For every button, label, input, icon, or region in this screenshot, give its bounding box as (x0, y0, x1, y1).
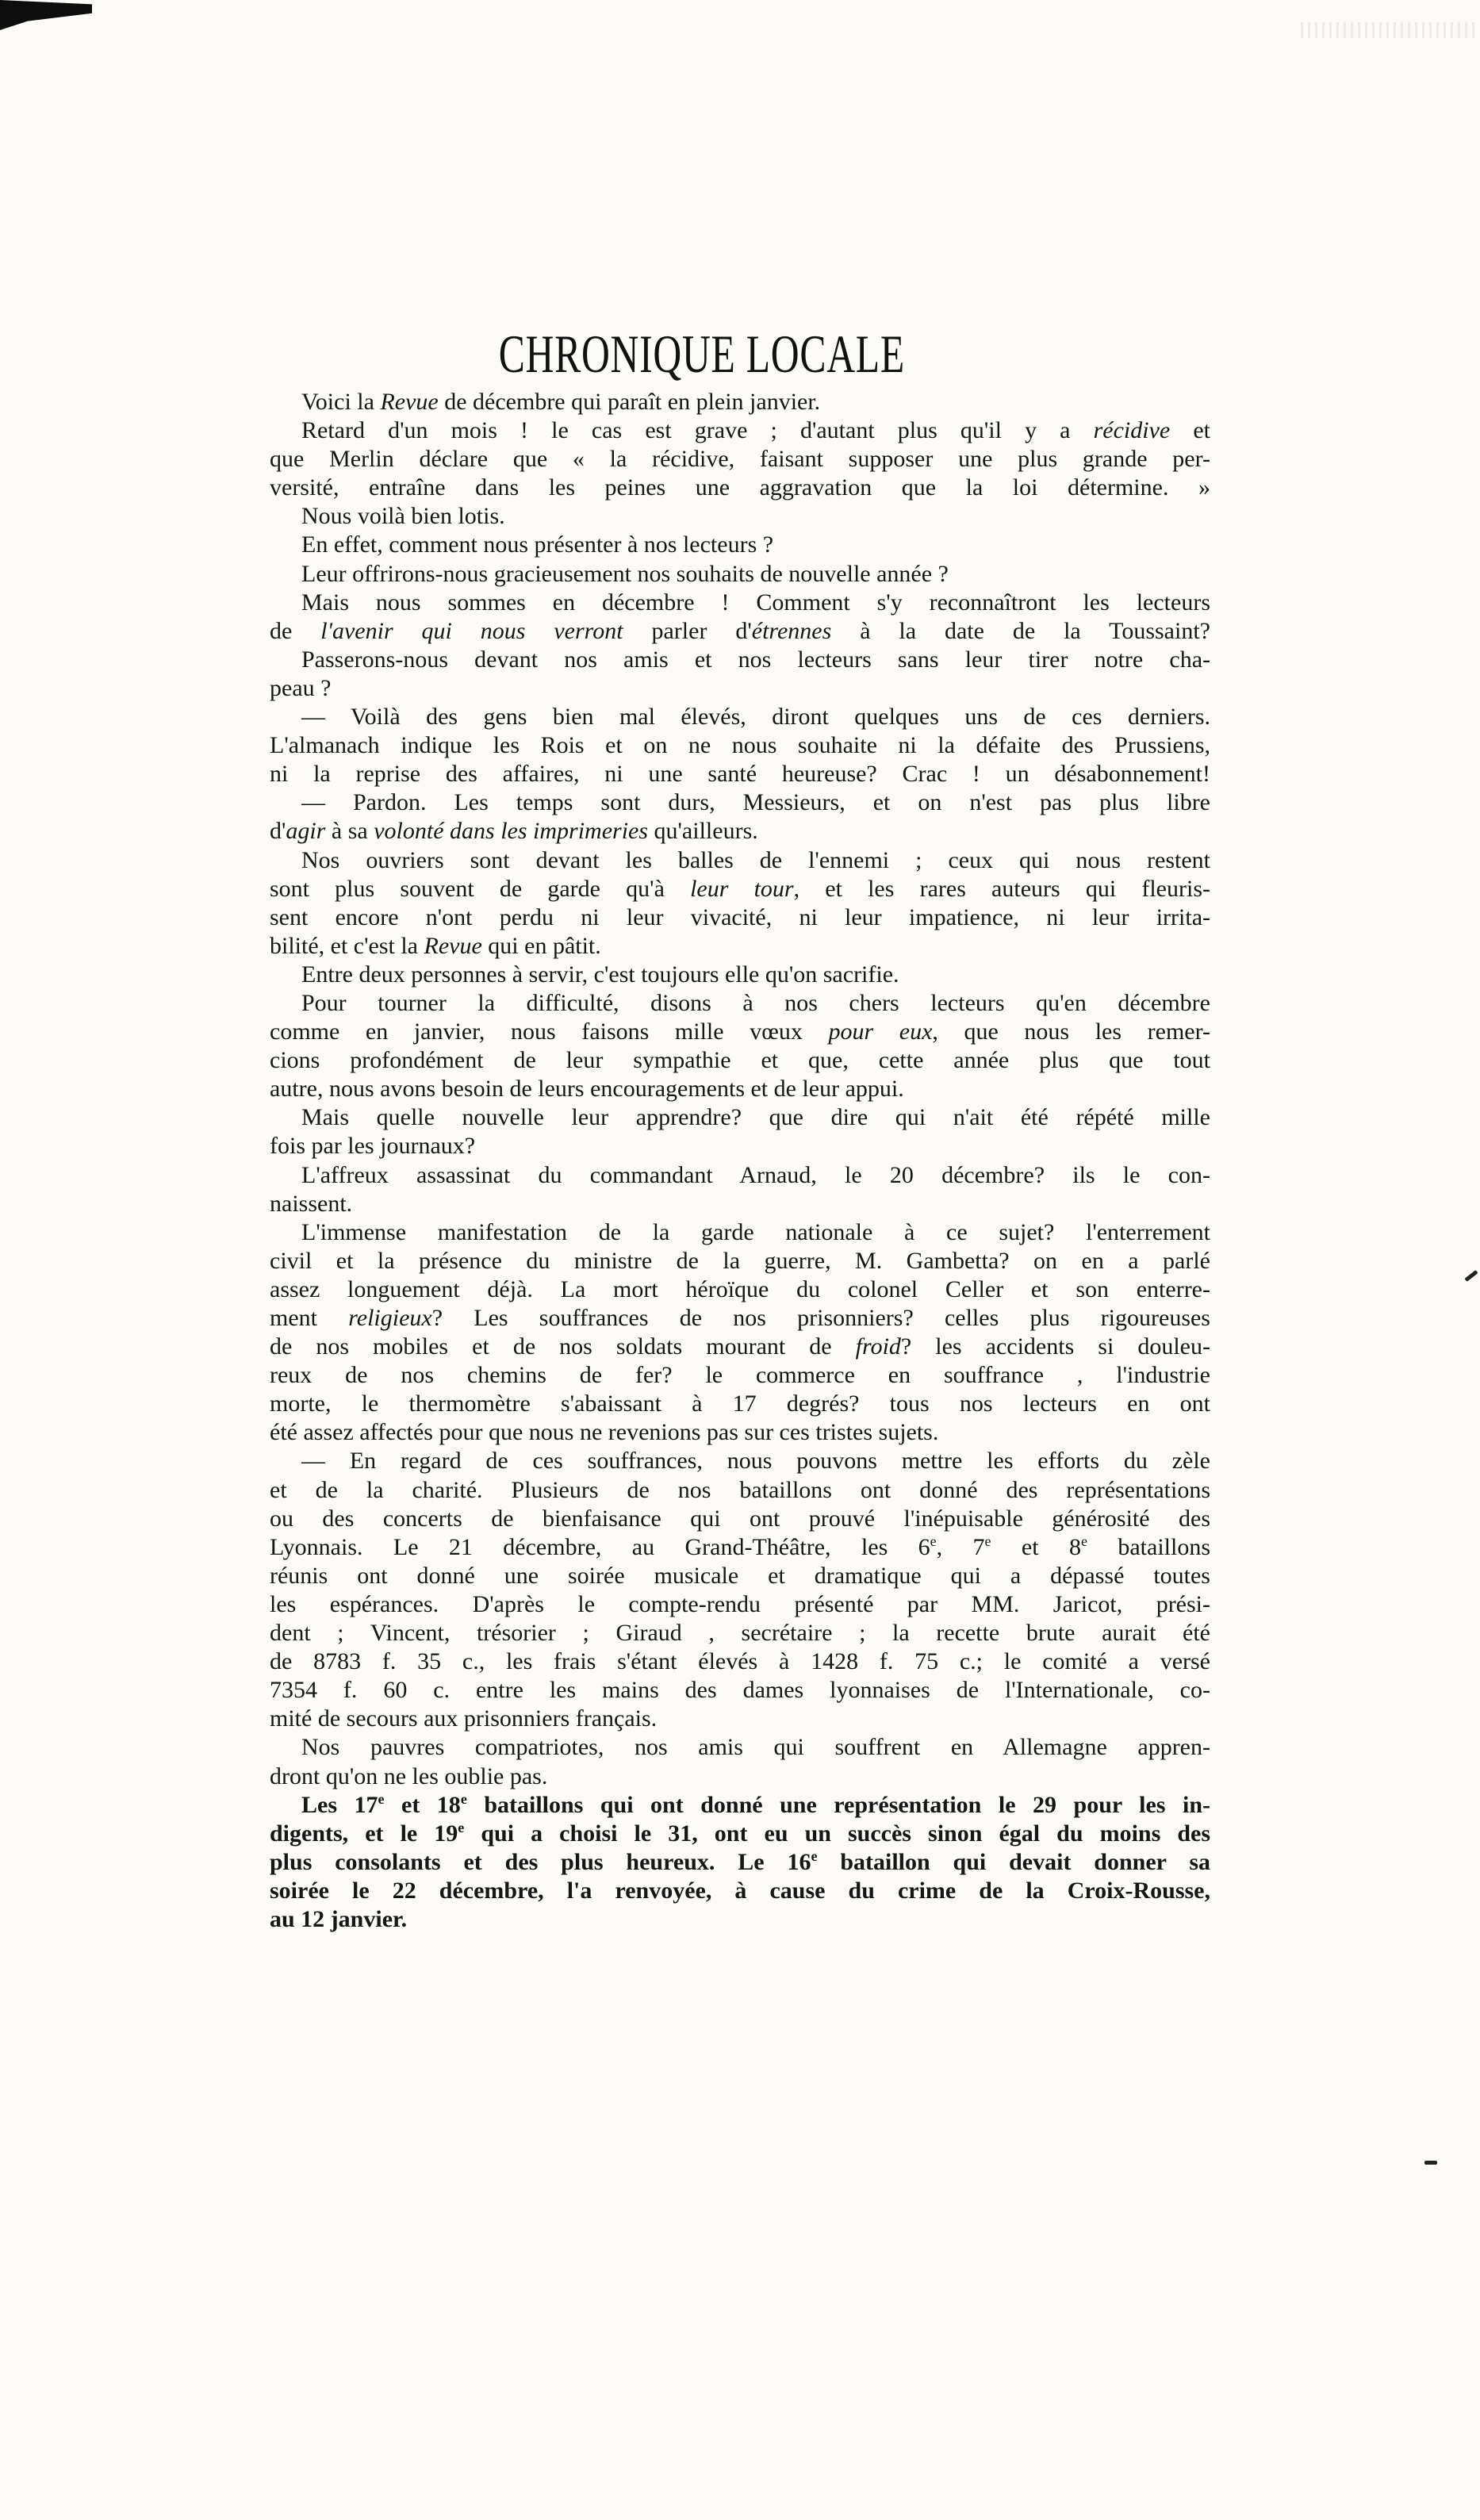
italic-text: récidive (1093, 417, 1171, 444)
paragraph (270, 788, 1210, 846)
superscript: e (1080, 1532, 1087, 1549)
italic-text: l'avenir qui nous verront (320, 617, 623, 644)
text-line (270, 760, 1210, 788)
title-block (305, 322, 1098, 385)
text-run: — Pardon. Les temps sont durs, Messieurs, et on n'est pas plus libre (301, 789, 1210, 816)
text-line (270, 531, 1210, 559)
text-run: Mais nous sommes en décembre ! Comment s'y reconnaîtront les lecteurs (301, 589, 1210, 616)
paragraph (270, 589, 1210, 646)
text-run: 7354 f. 60 c. entre les mains des dames lyonnaises de l'Internationale, co- (270, 1677, 1210, 1704)
text-run: bilité, et c'est la (270, 932, 424, 959)
text-run: de 8783 f. 35 c., les frais s'étant élevés à 1428 f. 75 c.; le comité a versé (270, 1648, 1210, 1675)
text-line (270, 1762, 1210, 1791)
paragraph (270, 502, 1210, 531)
paragraph (270, 1791, 1210, 1934)
superscript: e (811, 1847, 818, 1864)
text-run: comme en janvier, nous faisons mille vœux (270, 1018, 829, 1045)
text-run: autre, nous avons besoin de leurs encouragements et de leur appui. (270, 1076, 904, 1103)
italic-text: Revue (380, 389, 439, 415)
text-run: été assez affectés pour que nous ne revenions pas sur ces tristes sujets. (270, 1419, 939, 1446)
text-run: Mais quelle nouvelle leur apprendre? que dire qui n'ait été répété mille (301, 1104, 1210, 1131)
text-line (270, 1247, 1210, 1275)
text-run: — Voilà des gens bien mal élevés, diront quelques uns de ces derniers. (301, 704, 1210, 731)
text-run: qui a choisi le 31, ont eu un succès sinon égal du moins des (464, 1820, 1210, 1847)
text-run: — En regard de ces souffrances, nous pouvons mettre les efforts du zèle (301, 1448, 1210, 1475)
text-line (270, 1161, 1210, 1190)
text-run: L'affreux assassinat du commandant Arnaud, le 20 décembre? ils le con- (301, 1161, 1210, 1188)
paragraph (270, 560, 1210, 589)
text-line (270, 1418, 1210, 1447)
text-run: à la date de la Toussaint? (831, 617, 1210, 644)
superscript: e (458, 1819, 465, 1835)
text-line (270, 932, 1210, 961)
text-line (270, 646, 1210, 674)
text-line (270, 1848, 1210, 1877)
text-run: ? les accidents si douleu- (900, 1333, 1210, 1360)
text-line (270, 903, 1210, 932)
text-run: Pour tourner la difficulté, disons à nos chers lecteurs qu'en décembre (301, 989, 1210, 1016)
text-run: cions profondément de leur sympathie et que, cette année plus que tout (270, 1047, 1210, 1074)
text-line (270, 731, 1210, 760)
text-run: Voici la (301, 389, 381, 415)
paragraph (270, 416, 1210, 502)
italic-text: agir (286, 818, 326, 845)
text-run: bataillons (1087, 1533, 1211, 1560)
text-run: Nous voilà bien lotis. (301, 503, 505, 530)
text-run: de nos mobiles et de nos soldats mourant de (270, 1333, 856, 1360)
text-run: dent ; Vincent, trésorier ; Giraud , secrétaire ; la recette brute aurait été (270, 1620, 1210, 1647)
text-line (270, 674, 1210, 703)
text-line (270, 817, 1210, 846)
text-run: bataillon qui devait donner sa (817, 1848, 1210, 1875)
text-line (270, 1877, 1210, 1905)
text-run: que Merlin déclare que « la récidive, faisant supposer une plus grande per- (270, 446, 1210, 473)
text-run: assez longuement déjà. La mort héroïque du colonel Celler et son enterre- (270, 1275, 1210, 1302)
text-run: , et les rares auteurs qui fleuris- (793, 875, 1210, 902)
text-line (270, 589, 1210, 617)
text-line (270, 1390, 1210, 1418)
text-line (270, 1676, 1210, 1705)
article-body (270, 388, 1210, 1934)
text-run: reux de nos chemins de fer? le commerce en souffrance , l'industrie (270, 1362, 1210, 1389)
text-run: , 7 (936, 1533, 985, 1560)
paragraph (270, 703, 1210, 788)
text-line (270, 1733, 1210, 1762)
scan-noise-top-right (1301, 22, 1475, 38)
text-line (270, 1190, 1210, 1218)
paragraph (270, 1447, 1210, 1733)
text-run: Entre deux personnes à servir, c'est toujours elle qu'on sacrifie. (301, 961, 899, 988)
text-run: , que nous les remer- (932, 1018, 1210, 1045)
superscript: e (930, 1532, 937, 1549)
text-run: et (1170, 417, 1210, 444)
text-line (270, 617, 1210, 646)
text-run: Nos ouvriers sont devant les balles de l'ennemi ; ceux qui nous restent (301, 846, 1210, 873)
text-run: dront qu'on ne les oublie pas. (270, 1762, 548, 1789)
text-line (270, 1046, 1210, 1075)
text-run: à sa (325, 818, 374, 845)
text-line (270, 1018, 1210, 1046)
text-run: Leur offrirons-nous gracieusement nos souhaits de nouvelle année ? (301, 560, 949, 587)
italic-text: volonté dans les imprimeries (374, 818, 649, 845)
paragraph (270, 1161, 1210, 1218)
paragraph (270, 846, 1210, 961)
text-line (270, 989, 1210, 1018)
text-run: versité, entraîne dans les peines une aggravation que la loi détermine. » (270, 474, 1210, 501)
text-run: Retard d'un mois ! le cas est grave ; d'autant plus qu'il y a (301, 417, 1094, 444)
superscript: e (460, 1790, 467, 1807)
text-run: ment (270, 1305, 349, 1331)
paragraph (270, 961, 1210, 989)
text-line (270, 703, 1210, 731)
text-line (270, 474, 1210, 502)
text-line (270, 1505, 1210, 1533)
text-line (270, 388, 1210, 416)
text-run: et de la charité. Plusieurs de nos bataillons ont donné des représentations (270, 1476, 1210, 1503)
text-line (270, 1132, 1210, 1160)
text-run: parler d' (623, 617, 752, 644)
text-line (270, 1361, 1210, 1390)
page-title: CHRONIQUE LOCALE (498, 324, 906, 384)
text-line (270, 1562, 1210, 1590)
text-line (270, 1075, 1210, 1103)
text-line (270, 1533, 1210, 1562)
paragraph (270, 989, 1210, 1103)
text-line (270, 1705, 1210, 1733)
paragraph (270, 531, 1210, 559)
text-line (270, 502, 1210, 531)
text-run: L'immense manifestation de la garde nationale à ce sujet? l'enterrement (301, 1218, 1210, 1245)
paragraph (270, 388, 1210, 416)
text-run: ? Les souffrances de nos prisonniers? celles plus rigoureuses (431, 1305, 1210, 1331)
text-line (270, 875, 1210, 903)
text-line (270, 1791, 1210, 1820)
text-run: peau ? (270, 674, 332, 701)
paragraph (270, 646, 1210, 703)
paragraph (270, 1733, 1210, 1790)
text-run: ni la reprise des affaires, ni une santé heureuse? Crac ! un désabonnement! (270, 761, 1210, 788)
text-run: civil et la présence du ministre de la guerre, M. Gambetta? on en a parlé (270, 1247, 1210, 1274)
text-line (270, 1103, 1210, 1132)
text-run: de (270, 617, 321, 644)
paragraph (270, 1218, 1210, 1448)
text-run: qu'ailleurs. (648, 818, 758, 845)
text-run: plus consolants et des plus heureux. Le 16 (270, 1848, 811, 1875)
text-run: Lyonnais. Le 21 décembre, au Grand-Théâtre, les 6 (270, 1533, 930, 1560)
text-run: fois par les journaux? (270, 1133, 476, 1160)
text-line (270, 846, 1210, 875)
scan-mark-right-stroke (1464, 1270, 1478, 1282)
text-run: L'almanach indique les Rois et on ne nous souhaite ni la défaite des Prussiens, (270, 732, 1210, 759)
text-line (270, 1275, 1210, 1304)
text-line (270, 445, 1210, 474)
italic-text: leur tour (690, 875, 794, 902)
text-line (270, 1447, 1210, 1475)
italic-text: religieux (348, 1305, 432, 1331)
italic-text: étrennes (751, 617, 832, 644)
italic-text: Revue (424, 932, 482, 959)
text-line (270, 1820, 1210, 1848)
paragraph (270, 1103, 1210, 1160)
italic-text: froid (855, 1333, 901, 1360)
superscript: e (984, 1532, 991, 1549)
text-run: de décembre qui paraît en plein janvier. (438, 389, 821, 415)
text-run: sent encore n'ont perdu ni leur vivacité, ni leur impatience, ni leur irrita- (270, 903, 1210, 930)
italic-text: pour eux (828, 1018, 933, 1045)
text-line (270, 788, 1210, 817)
scan-mark-top-left (0, 0, 92, 30)
text-line (270, 416, 1210, 445)
text-run: d' (270, 818, 286, 845)
text-run: digents, et le 19 (270, 1820, 458, 1847)
text-line (270, 1647, 1210, 1676)
text-line (270, 961, 1210, 989)
text-run: mité de secours aux prisonniers français. (270, 1705, 658, 1732)
text-run: En effet, comment nous présenter à nos lecteurs ? (301, 531, 774, 558)
text-run: ou des concerts de bienfaisance qui ont prouvé l'inépuisable générosité des (270, 1505, 1210, 1532)
text-run: soirée le 22 décembre, l'a renvoyée, à cause du crime de la Croix-Rousse, (270, 1877, 1210, 1904)
text-run: les espérances. D'après le compte-rendu présenté par MM. Jaricot, prési- (270, 1590, 1210, 1617)
text-line (270, 1333, 1210, 1361)
text-run: Nos pauvres compatriotes, nos amis qui souffrent en Allemagne appren- (301, 1734, 1210, 1761)
text-run: bataillons qui ont donné une représentation le 29 pour les in- (466, 1791, 1210, 1818)
text-line (270, 1905, 1210, 1934)
text-run: naissent. (270, 1190, 353, 1217)
text-line (270, 1590, 1210, 1619)
text-run: qui en pâtit. (481, 932, 601, 959)
scan-mark-right-dash (1424, 2161, 1437, 2165)
text-line (270, 560, 1210, 589)
text-line (270, 1476, 1210, 1505)
text-line (270, 1218, 1210, 1247)
text-run: au 12 janvier. (270, 1905, 408, 1932)
text-run: et 18 (384, 1791, 461, 1818)
text-run: Les 17 (301, 1791, 378, 1818)
text-run: sont plus souvent de garde qu'à (270, 875, 691, 902)
text-line (270, 1304, 1210, 1333)
text-run: Passerons-nous devant nos amis et nos lecteurs sans leur tirer notre cha- (301, 646, 1210, 673)
text-run: réunis ont donné une soirée musicale et dramatique qui a dépassé toutes (270, 1562, 1210, 1589)
text-run: et 8 (991, 1533, 1081, 1560)
text-run: morte, le thermomètre s'abaissant à 17 degrés? tous nos lecteurs en ont (270, 1390, 1210, 1417)
superscript: e (378, 1790, 385, 1807)
text-line (270, 1619, 1210, 1647)
